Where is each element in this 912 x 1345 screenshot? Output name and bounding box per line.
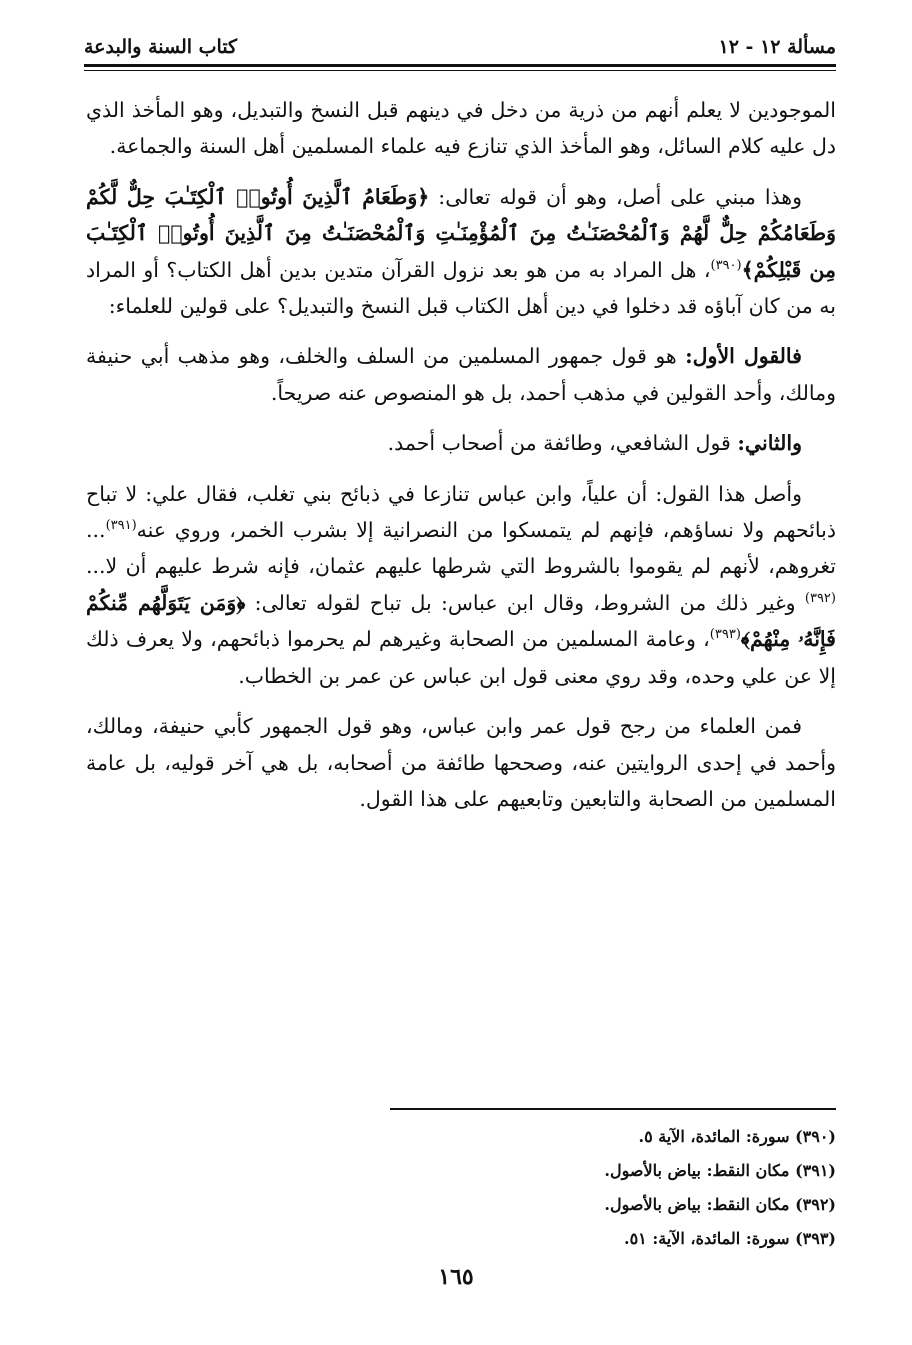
paragraph-5-part-b: ... تغروهم، لأنهم لم يقوموا بالشروط التي شرطها عليهم عثمان، فإنه شرط عليهم أن لا... bbox=[86, 518, 836, 579]
footnote-ref-390[interactable]: (٣٩٠) bbox=[710, 257, 742, 273]
footnote-ref-393[interactable]: (٣٩٣) bbox=[709, 627, 741, 643]
paragraph-6-text: فمن العلماء من رجح قول عمر وابن عباس، وهو قول الجمهور كأبي حنيفة، ومالك، وأحمد في إحدى الروايتين عنه، وصححها طائفة من أصحابه، بل هي آخر قوليه، بل عامة المسلمين من الصحابة والتابعين وتابعيهم على هذا القول. bbox=[86, 714, 836, 811]
paragraph-5-part-a: وأصل هذا القول: أن علياً، وابن عباس تنازعا في ذبائح بني تغلب، فقال علي: لا تباح ذبائحهم ولا نساؤهم، فإنهم لم يتمسكوا من النصرانية إلا بشرب الخمر، وروي عنه bbox=[86, 481, 836, 543]
paragraph-2 bbox=[86, 179, 836, 325]
header-rule-thick bbox=[84, 64, 836, 67]
paragraph-1 bbox=[86, 92, 836, 165]
second-opinion-text: قول الشافعي، وطائفة من أصحاب أحمد. bbox=[387, 431, 738, 456]
paragraph-2-intro: وهذا مبني على أصل، وهو أن قوله تعالى: bbox=[438, 184, 802, 209]
paragraph-5-part-c: وغير ذلك من الشروط، وقال ابن عباس: بل تباح لقوله تعالى: bbox=[254, 590, 805, 615]
footnote-ref-391[interactable]: (٣٩١) bbox=[105, 518, 137, 534]
first-opinion-text: هو قول جمهور المسلمين من السلف والخلف، وهو مذهب أبي حنيفة ومالك، وأحد القولين في مذهب أحمد، بل هو المنصوص عنه صريحاً. bbox=[86, 344, 836, 405]
paragraph-6 bbox=[86, 708, 836, 817]
first-opinion-label: فالقول الأول: bbox=[685, 344, 802, 369]
page-number: ١٦٥ bbox=[438, 1264, 474, 1290]
footnote-ref-392[interactable]: (٣٩٢) bbox=[804, 591, 836, 607]
paragraph-1-text: الموجودين لا يعلم أنهم من ذرية من دخل في دينهم قبل النسخ والتبديل، وهو المأخذ الذي دل عليه كلام السائل، وهو المأخذ الذي تنازع فيه علماء المسلمين أهل السنة والجماعة. bbox=[86, 98, 836, 159]
second-opinion-label: والثاني: bbox=[737, 431, 802, 456]
footnote-390: (٣٩٠) سورة: المائدة، الآية ٥. bbox=[638, 1127, 836, 1146]
paragraph-2-rest: ، هل المراد به من هو بعد نزول القرآن متدين بدين أهل الكتاب؟ أو المراد به من كان آباؤه قد دخلوا في دين أهل الكتاب قبل النسخ والتبديل؟ على قولين للعلماء: bbox=[86, 257, 836, 319]
quran-verse-maidah-51: ﴿وَمَن يَتَوَلَّهُم مِّنكُمْ فَإِنَّهُۥ مِنْهُمْ﴾ bbox=[86, 590, 836, 652]
header-rule-thin bbox=[84, 70, 836, 71]
running-header bbox=[84, 30, 836, 64]
footnote-separator bbox=[390, 1108, 836, 1110]
header-book-title: كتاب السنة والبدعة bbox=[84, 36, 238, 58]
footnotes bbox=[300, 1120, 836, 1256]
paragraph-4 bbox=[86, 425, 836, 461]
footnote-393: (٣٩٣) سورة: المائدة، الآية: ٥١. bbox=[623, 1229, 836, 1248]
paragraph-3 bbox=[86, 338, 836, 411]
paragraph-5-part-d: ، وعامة المسلمين من الصحابة وغيرهم لم يحرموا ذبائحهم، ولا يعرف ذلك إلا عن علي وحده، وقد روي معنى قول ابن عباس عن عمر بن الخطاب. bbox=[86, 627, 836, 688]
quran-verse-maidah-5: ﴿وَطَعَامُ ٱلَّذِينَ أُوتُوا۟ ٱلْكِتَـٰبَ حِلٌّ لَّكُمْ وَطَعَامُكُمْ حِلٌّ لَّهُمْ وَٱلْمُحْصَنَـٰتُ مِنَ ٱلْمُؤْمِنَـٰتِ وَٱلْمُحْصَنَـٰتُ مِنَ ٱلَّذِينَ أُوتُوا۟ ٱلْكِتَـٰبَ مِن قَبْلِكُمْ﴾ bbox=[86, 184, 836, 282]
paragraph-5 bbox=[86, 476, 836, 694]
main-text bbox=[86, 92, 836, 831]
header-section-number: مسألة ١٢ - ١٢ bbox=[718, 36, 836, 58]
footnote-392: (٣٩٢) مكان النقط: بياض بالأصول. bbox=[604, 1195, 836, 1214]
footnote-391: (٣٩١) مكان النقط: بياض بالأصول. bbox=[604, 1161, 836, 1180]
